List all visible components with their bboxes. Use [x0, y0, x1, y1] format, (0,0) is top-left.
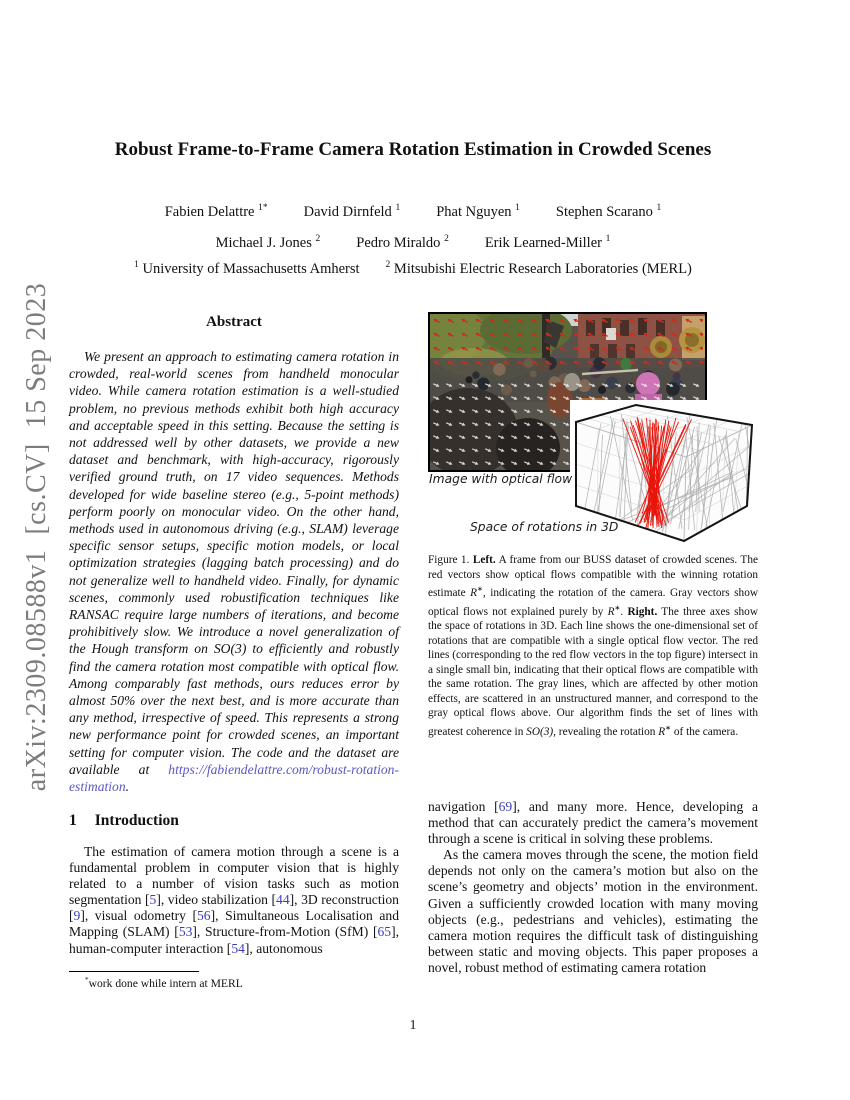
citation-link[interactable]: 54: [231, 940, 245, 956]
author: David Dirnfeld $^1$: [303, 203, 401, 220]
footnote-rule: [69, 971, 199, 972]
right-column: [428, 300, 758, 1016]
right-body: [428, 799, 758, 976]
page-number: 1: [409, 1017, 417, 1032]
arxiv-watermark: arXiv:2309.08588v1 [cs.CV] 15 Sep 2023: [21, 282, 52, 792]
affiliation-line: [56, 256, 770, 278]
paper-title: Robust Frame-to-Frame Camera Rotation Estimation in Crowded Scenes: [114, 139, 712, 160]
red-flow-vectors: [432, 316, 703, 374]
footnote: [69, 971, 399, 990]
author: Michael J. Jones $^2$: [215, 233, 321, 251]
citation-link[interactable]: 69: [498, 799, 513, 814]
citation-link[interactable]: 65: [377, 924, 392, 940]
affiliation: $^2$ Mitsubishi Electric Research Laboratories (MERL): [385, 260, 692, 277]
author-row: [56, 226, 770, 257]
figure1-photo-label: Image with optical flow: [429, 472, 573, 486]
affiliation: $^1$ University of Massachusetts Amherst: [134, 260, 360, 277]
author-row: [56, 195, 770, 226]
figure1-caption: Figure 1. Left. A frame from our BUSS dataset of crowded scenes. The red vectors show optical flows compatible with the winning rotation estimate R∗, indicating the rotation of the camera. Gray vectors show optical flows not explained purely by R∗. Right. The three axes show the space of rotations in 3D. Each line shows the one-dimensional set of rotations that are compatible with a single optical flow vector. The red lines (corresponding to the red flow vectors in the top figure) intersect in a single small bin, indicating that their optical flows are compatible with the same rotation. The gray lines, which are affected by other motion effects, are scattered in an unstructured manner, and correspond to the gray optical flows above. Our algorithm finds the set of lines with greatest coherence in SO(3), revealing the rotation R∗ of the camera.: [428, 554, 758, 738]
citation-link[interactable]: 44: [276, 892, 290, 908]
abstract-heading: Abstract: [206, 314, 262, 330]
url-link[interactable]: https://fabiendelattre.com/robust-rotation-estimation: [69, 761, 399, 795]
section-heading-introduction: 1 Introduction: [69, 812, 179, 829]
left-column: [69, 300, 399, 1016]
body-paragraph: As the camera moves through the scene, the motion field depends not only on the camera’s motion but also on the scene’s geometry and objects’ motion in the environment. Given a sufficiently crowded location with many moving objects (e.g., pedestrians and vehicles), estimating the camera motion requires the difficult task of distinguishing between static and moving objects. This paper proposes a novel, robust method of estimating camera rotation: [428, 847, 758, 975]
body-paragraph: navigation [69], and many more. Hence, developing a method that can accurately predict the camera’s movement through a scene is critical in solving these problems.: [428, 799, 758, 847]
citation-link[interactable]: 5: [149, 892, 157, 908]
author: Stephen Scarano $^1$: [555, 203, 662, 220]
author: Fabien Delattre $^{1*}$: [164, 203, 268, 220]
footnote-text: *work done while intern at MERL: [85, 976, 243, 990]
citation-link[interactable]: 56: [197, 908, 211, 924]
citation-link[interactable]: 9: [73, 908, 81, 924]
figure1-plot-label: Space of rotations in 3D: [470, 520, 619, 534]
intro-paragraph: The estimation of camera motion through a scene is a fundamental problem in computer vision that is highly related to a number of vision tasks such as motion segmentation [5], video stabilization [44], 3D reconstruction [9], visual odometry [56], Simultaneous Localisation and Mapping (SLAM) [53], Structure-from-Motion (SfM) [65], human-computer interaction [54], autonomous: [69, 844, 400, 956]
author: Phat Nguyen $^1$: [436, 203, 520, 220]
abstract-text: We present an approach to estimating camera rotation in crowded, real-world scenes from handheld monocular video. While camera rotation estimation is a well-studied problem, no previous methods exhibit both high accuracy and acceptable speed in this setting. Because the setting is not addressed well by other datasets, we provide a new dataset and benchmark, with high-accuracy, rigorously verified ground truth, on 17 video sequences. Methods developed for wide baseline stereo (e.g., 5-point methods) perform poorly on monocular video. On the other hand, methods used in autonomous driving (e.g., SLAM) leverage specific sensor setups, specific motion models, or local optimization strategies (lagging batch processing) and do not generalize well to handheld video. Finally, for dynamic scenes, commonly used robustification techniques like RANSAC require large numbers of iterations, and become prohibitively slow. We introduce a novel generalization of the Hough transform on SO(3) to efficiently and robustly find the camera rotation most compatible with optical flow. Among comparably fast methods, ours reduces error by almost 50% over the next best, and is more accurate than any method, irrespective of speed. This represents a strong new performance point for crowded scenes, an important setting for computer vision. The code and the dataset are available at https://fabiendelattre.com/robust-rotation-estimation.: [69, 349, 399, 795]
citation-link[interactable]: 53: [178, 924, 193, 940]
author: Pedro Miraldo $^2$: [356, 233, 449, 251]
author-block: [56, 195, 770, 257]
author: Erik Learned-Miller $^1$: [484, 233, 611, 251]
